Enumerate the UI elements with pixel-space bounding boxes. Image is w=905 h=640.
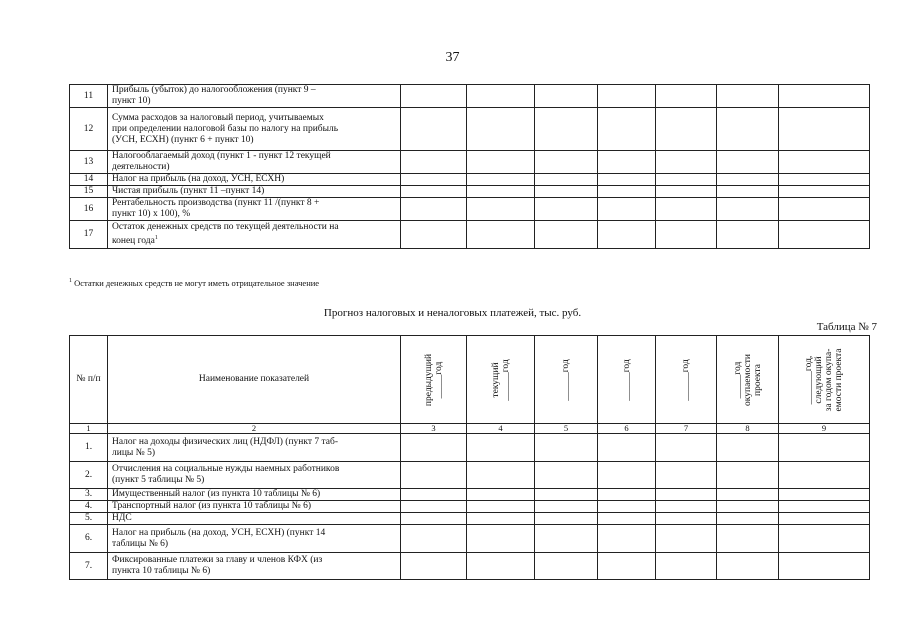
table-cell — [656, 513, 717, 525]
table-cell — [656, 174, 717, 186]
header-col9: _______год, следующий за годом окупа- емости проекта — [779, 336, 870, 424]
table-7-header-row — [70, 336, 870, 424]
table-7-column-numbers — [70, 424, 870, 434]
table-cell — [717, 85, 779, 108]
table-cell — [656, 525, 717, 553]
table-cell — [535, 462, 598, 489]
table-cell — [779, 513, 870, 525]
table-cell — [401, 174, 467, 186]
row-label: Отчисления на социальные нужды наемных работников (пункт 5 таблицы № 5) — [108, 462, 401, 489]
table-cell — [535, 434, 598, 462]
table-cell — [401, 462, 467, 489]
table-cell — [535, 553, 598, 580]
column-number: 3 — [401, 424, 467, 434]
header-col3: предыдущий _____год — [401, 336, 467, 424]
row-label: НДС — [108, 513, 401, 525]
table-cell — [656, 553, 717, 580]
table-cell — [467, 434, 535, 462]
table-cell — [717, 553, 779, 580]
column-number: 7 — [656, 424, 717, 434]
table-cell — [535, 151, 598, 174]
table-cell — [598, 553, 656, 580]
table-cell — [467, 221, 535, 249]
table-7-label: Таблица № 7 — [816, 321, 877, 333]
table-cell — [717, 186, 779, 198]
table-cell — [717, 434, 779, 462]
table-cell — [598, 434, 656, 462]
header-col6: ______год — [598, 336, 656, 424]
table-cell — [467, 108, 535, 151]
header-name: Наименование показателей — [108, 336, 401, 424]
table-cell — [779, 501, 870, 513]
table-row — [70, 501, 870, 513]
table-cell — [535, 85, 598, 108]
header-col7: ______год — [656, 336, 717, 424]
row-number: 1. — [70, 434, 108, 462]
table-cell — [779, 174, 870, 186]
header-col4: текущий ______год — [467, 336, 535, 424]
column-number: 6 — [598, 424, 656, 434]
header-col8: _____год окупаемости проекта — [717, 336, 779, 424]
header-col5: ______год — [535, 336, 598, 424]
table-cell — [598, 501, 656, 513]
table-cell — [535, 198, 598, 221]
header-num: № п/п — [70, 336, 108, 424]
table-row — [70, 186, 870, 198]
table-cell — [656, 489, 717, 501]
table-cell — [779, 151, 870, 174]
table-cell — [401, 198, 467, 221]
table-cell — [598, 525, 656, 553]
table-cell — [717, 462, 779, 489]
table-cell — [656, 186, 717, 198]
table-cell — [779, 489, 870, 501]
table-cell — [401, 513, 467, 525]
table-cell — [401, 525, 467, 553]
table-row — [70, 513, 870, 525]
table-cell — [656, 85, 717, 108]
table-cell — [717, 108, 779, 151]
table-cell — [401, 221, 467, 249]
table-cell — [598, 513, 656, 525]
table-cell — [598, 489, 656, 501]
table-cell — [598, 85, 656, 108]
table-cell — [401, 434, 467, 462]
table-cell — [779, 434, 870, 462]
table-cell — [598, 198, 656, 221]
table-cell — [598, 151, 656, 174]
row-label: Прибыль (убыток) до налогообложения (пункт 9 – пункт 10) — [108, 85, 401, 108]
table-cell — [717, 513, 779, 525]
row-label: Налогооблагаемый доход (пункт 1 - пункт 12 текущей деятельности) — [108, 151, 401, 174]
table-cell — [656, 501, 717, 513]
row-label: Налог на прибыль (на доход, УСН, ЕСХН) — [108, 174, 401, 186]
table-cell — [467, 501, 535, 513]
row-number: 17 — [70, 221, 108, 249]
table-cell — [401, 489, 467, 501]
table-row — [70, 174, 870, 186]
table-cell — [467, 85, 535, 108]
table-7 — [69, 335, 870, 580]
table-cell — [467, 462, 535, 489]
table-cell — [535, 221, 598, 249]
table-cell — [401, 108, 467, 151]
table-cell — [467, 151, 535, 174]
row-label: Налог на прибыль (на доход, УСН, ЕСХН) (пункт 14 таблицы № 6) — [108, 525, 401, 553]
footnote: $^1$ Остатки денежных средств не могут иметь отрицательное значение — [69, 278, 320, 288]
table-cell — [779, 108, 870, 151]
table-cell — [467, 489, 535, 501]
table-cell — [656, 434, 717, 462]
table-cell — [535, 501, 598, 513]
table-row — [70, 525, 870, 553]
table-cell — [717, 489, 779, 501]
row-number: 15 — [70, 186, 108, 198]
table-cell — [401, 501, 467, 513]
table-row — [70, 108, 870, 151]
table-cell — [467, 198, 535, 221]
row-number: 3. — [70, 489, 108, 501]
table-cell — [717, 198, 779, 221]
table-cell — [598, 462, 656, 489]
row-number: 11 — [70, 85, 108, 108]
table-7-caption: Прогноз налоговых и неналоговых платежей, тыс. руб. — [323, 307, 582, 319]
table-cell — [779, 462, 870, 489]
column-number: 1 — [70, 424, 108, 434]
column-number: 8 — [717, 424, 779, 434]
table-cell — [535, 513, 598, 525]
row-label: Фиксированные платежи за главу и членов КФХ (из пункта 10 таблицы № 6) — [108, 553, 401, 580]
table-cell — [779, 553, 870, 580]
row-number: 7. — [70, 553, 108, 580]
row-label: Налог на доходы физических лиц (НДФЛ) (пункт 7 таб- лицы № 5) — [108, 434, 401, 462]
table-6-continuation — [69, 84, 870, 249]
table-cell — [467, 174, 535, 186]
row-number: 4. — [70, 501, 108, 513]
column-number: 4 — [467, 424, 535, 434]
table-row — [70, 553, 870, 580]
table-cell — [401, 553, 467, 580]
table-cell — [467, 186, 535, 198]
table-cell — [467, 553, 535, 580]
table-row — [70, 221, 870, 249]
table-cell — [656, 198, 717, 221]
table-cell — [656, 151, 717, 174]
row-label: Транспортный налог (из пункта 10 таблицы № 6) — [108, 501, 401, 513]
table-cell — [717, 501, 779, 513]
row-label: Рентабельность производства (пункт 11 /(пункт 8 + пункт 10) х 100), % — [108, 198, 401, 221]
row-number: 6. — [70, 525, 108, 553]
column-number: 5 — [535, 424, 598, 434]
table-cell — [598, 186, 656, 198]
table-row — [70, 462, 870, 489]
table-cell — [717, 174, 779, 186]
table-cell — [535, 489, 598, 501]
table-row — [70, 434, 870, 462]
table-cell — [598, 221, 656, 249]
row-number: 2. — [70, 462, 108, 489]
table-cell — [535, 525, 598, 553]
table-cell — [535, 174, 598, 186]
table-cell — [779, 85, 870, 108]
table-cell — [467, 525, 535, 553]
table-cell — [779, 221, 870, 249]
page-number: 37 — [445, 50, 460, 65]
row-number: 5. — [70, 513, 108, 525]
table-cell — [656, 462, 717, 489]
table-cell — [401, 85, 467, 108]
row-number: 16 — [70, 198, 108, 221]
row-number: 13 — [70, 151, 108, 174]
table-cell — [467, 513, 535, 525]
table-cell — [401, 151, 467, 174]
table-cell — [779, 198, 870, 221]
row-number: 12 — [70, 108, 108, 151]
table-cell — [717, 525, 779, 553]
column-number: 2 — [108, 424, 401, 434]
table-row — [70, 198, 870, 221]
row-label: Чистая прибыль (пункт 11 –пункт 14) — [108, 186, 401, 198]
row-label: Остаток денежных средств по текущей деятельности на конец года$^1$ — [108, 221, 401, 249]
table-cell — [779, 525, 870, 553]
row-label: Имущественный налог (из пункта 10 таблицы № 6) — [108, 489, 401, 501]
table-cell — [598, 174, 656, 186]
table-row — [70, 151, 870, 174]
table-cell — [717, 221, 779, 249]
row-label: Сумма расходов за налоговый период, учитываемых при определении налоговой базы по налогу на прибыль (УСН, ЕСХН) (пункт 6 + пункт 10) — [108, 108, 401, 151]
table-row — [70, 489, 870, 501]
table-cell — [779, 186, 870, 198]
table-cell — [656, 221, 717, 249]
table-cell — [717, 151, 779, 174]
table-cell — [598, 108, 656, 151]
row-number: 14 — [70, 174, 108, 186]
table-cell — [401, 186, 467, 198]
table-cell — [535, 186, 598, 198]
table-cell — [535, 108, 598, 151]
table-row — [70, 85, 870, 108]
column-number: 9 — [779, 424, 870, 434]
table-cell — [656, 108, 717, 151]
